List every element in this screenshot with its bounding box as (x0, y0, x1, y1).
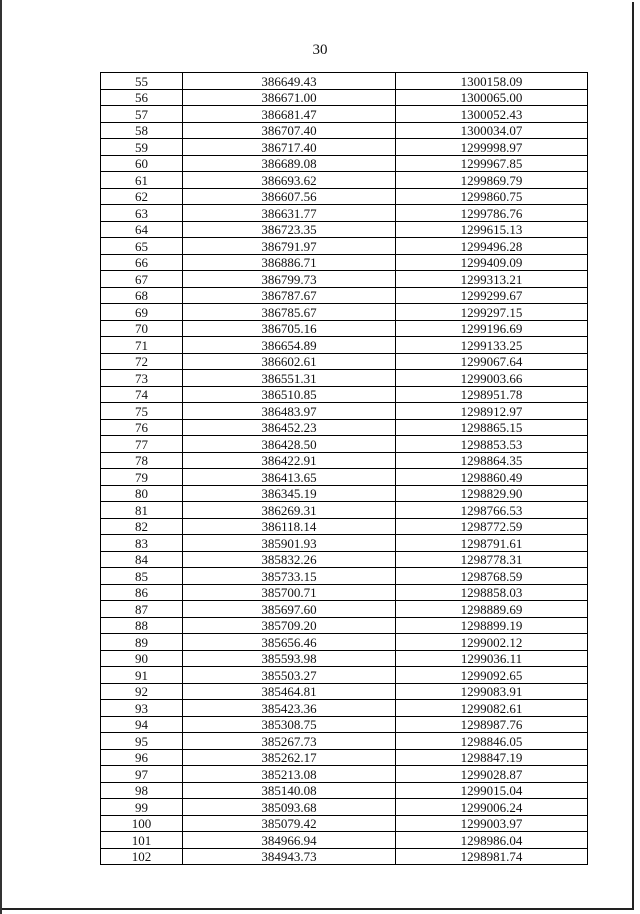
x-coordinate-cell: 386654.89 (183, 337, 396, 354)
point-number-cell: 69 (101, 304, 183, 321)
x-coordinate-cell: 385901.93 (183, 535, 396, 552)
x-coordinate-cell: 386607.56 (183, 188, 396, 205)
y-coordinate-cell: 1298912.97 (396, 403, 588, 420)
point-number-cell: 90 (101, 650, 183, 667)
x-coordinate-cell: 386791.97 (183, 238, 396, 255)
y-coordinate-cell: 1298853.53 (396, 436, 588, 453)
y-coordinate-cell: 1299869.79 (396, 172, 588, 189)
table-row (101, 568, 588, 585)
point-number-cell: 72 (101, 353, 183, 370)
y-coordinate-cell: 1299615.13 (396, 221, 588, 238)
table-row (101, 700, 588, 717)
table-row (101, 106, 588, 123)
x-coordinate-cell: 386413.65 (183, 469, 396, 486)
coordinates-table-body (101, 73, 588, 865)
table-row (101, 122, 588, 139)
y-coordinate-cell: 1299003.66 (396, 370, 588, 387)
y-coordinate-cell: 1300158.09 (396, 73, 588, 90)
table-row (101, 502, 588, 519)
x-coordinate-cell: 386452.23 (183, 419, 396, 436)
table-row (101, 683, 588, 700)
point-number-cell: 80 (101, 485, 183, 502)
point-number-cell: 91 (101, 667, 183, 684)
y-coordinate-cell: 1298829.90 (396, 485, 588, 502)
y-coordinate-cell: 1299067.64 (396, 353, 588, 370)
y-coordinate-cell: 1299196.69 (396, 320, 588, 337)
y-coordinate-cell: 1300034.07 (396, 122, 588, 139)
point-number-cell: 87 (101, 601, 183, 618)
y-coordinate-cell: 1300052.43 (396, 106, 588, 123)
x-coordinate-cell: 386671.00 (183, 89, 396, 106)
y-coordinate-cell: 1299036.11 (396, 650, 588, 667)
table-row (101, 733, 588, 750)
point-number-cell: 83 (101, 535, 183, 552)
table-row (101, 188, 588, 205)
table-row (101, 634, 588, 651)
x-coordinate-cell: 386717.40 (183, 139, 396, 156)
y-coordinate-cell: 1299967.85 (396, 155, 588, 172)
table-row (101, 469, 588, 486)
table-row (101, 89, 588, 106)
table-row (101, 403, 588, 420)
point-number-cell: 97 (101, 766, 183, 783)
y-coordinate-cell: 1298889.69 (396, 601, 588, 618)
table-row (101, 766, 588, 783)
x-coordinate-cell: 386602.61 (183, 353, 396, 370)
point-number-cell: 67 (101, 271, 183, 288)
table-row (101, 551, 588, 568)
point-number-cell: 95 (101, 733, 183, 750)
table-row (101, 617, 588, 634)
point-number-cell: 89 (101, 634, 183, 651)
y-coordinate-cell: 1298865.15 (396, 419, 588, 436)
table-row (101, 799, 588, 816)
table-row (101, 419, 588, 436)
x-coordinate-cell: 385267.73 (183, 733, 396, 750)
y-coordinate-cell: 1299998.97 (396, 139, 588, 156)
y-coordinate-cell: 1298858.03 (396, 584, 588, 601)
y-coordinate-cell: 1298766.53 (396, 502, 588, 519)
point-number-cell: 101 (101, 832, 183, 849)
point-number-cell: 88 (101, 617, 183, 634)
point-number-cell: 59 (101, 139, 183, 156)
x-coordinate-cell: 385832.26 (183, 551, 396, 568)
x-coordinate-cell: 385308.75 (183, 716, 396, 733)
point-number-cell: 84 (101, 551, 183, 568)
table-row (101, 535, 588, 552)
table-row (101, 584, 588, 601)
x-coordinate-cell: 385262.17 (183, 749, 396, 766)
x-coordinate-cell: 385503.27 (183, 667, 396, 684)
y-coordinate-cell: 1299082.61 (396, 700, 588, 717)
y-coordinate-cell: 1299015.04 (396, 782, 588, 799)
x-coordinate-cell: 386510.85 (183, 386, 396, 403)
x-coordinate-cell: 386483.97 (183, 403, 396, 420)
y-coordinate-cell: 1298864.35 (396, 452, 588, 469)
y-coordinate-cell: 1298951.78 (396, 386, 588, 403)
table-row (101, 436, 588, 453)
y-coordinate-cell: 1299299.67 (396, 287, 588, 304)
table-row (101, 832, 588, 849)
point-number-cell: 92 (101, 683, 183, 700)
y-coordinate-cell: 1298899.19 (396, 617, 588, 634)
x-coordinate-cell: 385093.68 (183, 799, 396, 816)
x-coordinate-cell: 384966.94 (183, 832, 396, 849)
y-coordinate-cell: 1300065.00 (396, 89, 588, 106)
x-coordinate-cell: 386787.67 (183, 287, 396, 304)
x-coordinate-cell: 386799.73 (183, 271, 396, 288)
table-row (101, 254, 588, 271)
table-row (101, 386, 588, 403)
table-row (101, 485, 588, 502)
y-coordinate-cell: 1299002.12 (396, 634, 588, 651)
point-number-cell: 94 (101, 716, 183, 733)
point-number-cell: 96 (101, 749, 183, 766)
x-coordinate-cell: 386649.43 (183, 73, 396, 90)
point-number-cell: 58 (101, 122, 183, 139)
x-coordinate-cell: 386631.77 (183, 205, 396, 222)
point-number-cell: 57 (101, 106, 183, 123)
y-coordinate-cell: 1298791.61 (396, 535, 588, 552)
y-coordinate-cell: 1298772.59 (396, 518, 588, 535)
point-number-cell: 60 (101, 155, 183, 172)
x-coordinate-cell: 384943.73 (183, 848, 396, 865)
point-number-cell: 65 (101, 238, 183, 255)
y-coordinate-cell: 1299786.76 (396, 205, 588, 222)
table-row (101, 221, 588, 238)
y-coordinate-cell: 1299297.15 (396, 304, 588, 321)
y-coordinate-cell: 1298986.04 (396, 832, 588, 849)
point-number-cell: 102 (101, 848, 183, 865)
y-coordinate-cell: 1298847.19 (396, 749, 588, 766)
coordinates-table (100, 72, 588, 865)
x-coordinate-cell: 386269.31 (183, 502, 396, 519)
point-number-cell: 82 (101, 518, 183, 535)
y-coordinate-cell: 1298987.76 (396, 716, 588, 733)
x-coordinate-cell: 385213.08 (183, 766, 396, 783)
table-row (101, 815, 588, 832)
y-coordinate-cell: 1298860.49 (396, 469, 588, 486)
table-row (101, 782, 588, 799)
point-number-cell: 63 (101, 205, 183, 222)
y-coordinate-cell: 1298778.31 (396, 551, 588, 568)
point-number-cell: 61 (101, 172, 183, 189)
y-coordinate-cell: 1298981.74 (396, 848, 588, 865)
x-coordinate-cell: 386551.31 (183, 370, 396, 387)
x-coordinate-cell: 386689.08 (183, 155, 396, 172)
y-coordinate-cell: 1299003.97 (396, 815, 588, 832)
x-coordinate-cell: 386785.67 (183, 304, 396, 321)
table-row (101, 304, 588, 321)
y-coordinate-cell: 1299409.09 (396, 254, 588, 271)
table-row (101, 73, 588, 90)
x-coordinate-cell: 386693.62 (183, 172, 396, 189)
table-row (101, 667, 588, 684)
table-row (101, 205, 588, 222)
point-number-cell: 85 (101, 568, 183, 585)
x-coordinate-cell: 386886.71 (183, 254, 396, 271)
point-number-cell: 81 (101, 502, 183, 519)
point-number-cell: 77 (101, 436, 183, 453)
x-coordinate-cell: 386345.19 (183, 485, 396, 502)
point-number-cell: 73 (101, 370, 183, 387)
table-row (101, 271, 588, 288)
point-number-cell: 98 (101, 782, 183, 799)
point-number-cell: 64 (101, 221, 183, 238)
point-number-cell: 100 (101, 815, 183, 832)
table-row (101, 155, 588, 172)
point-number-cell: 66 (101, 254, 183, 271)
point-number-cell: 76 (101, 419, 183, 436)
x-coordinate-cell: 386707.40 (183, 122, 396, 139)
y-coordinate-cell: 1299028.87 (396, 766, 588, 783)
x-coordinate-cell: 386428.50 (183, 436, 396, 453)
y-coordinate-cell: 1299133.25 (396, 337, 588, 354)
y-coordinate-cell: 1299006.24 (396, 799, 588, 816)
point-number-cell: 55 (101, 73, 183, 90)
x-coordinate-cell: 386422.91 (183, 452, 396, 469)
table-row (101, 320, 588, 337)
point-number-cell: 62 (101, 188, 183, 205)
x-coordinate-cell: 385697.60 (183, 601, 396, 618)
x-coordinate-cell: 385423.36 (183, 700, 396, 717)
x-coordinate-cell: 386705.16 (183, 320, 396, 337)
x-coordinate-cell: 385700.71 (183, 584, 396, 601)
y-coordinate-cell: 1298846.05 (396, 733, 588, 750)
y-coordinate-cell: 1299092.65 (396, 667, 588, 684)
point-number-cell: 70 (101, 320, 183, 337)
x-coordinate-cell: 385593.98 (183, 650, 396, 667)
x-coordinate-cell: 386118.14 (183, 518, 396, 535)
table-row (101, 287, 588, 304)
x-coordinate-cell: 385140.08 (183, 782, 396, 799)
y-coordinate-cell: 1299496.28 (396, 238, 588, 255)
point-number-cell: 71 (101, 337, 183, 354)
table-row (101, 172, 588, 189)
x-coordinate-cell: 385656.46 (183, 634, 396, 651)
x-coordinate-cell: 385709.20 (183, 617, 396, 634)
y-coordinate-cell: 1299313.21 (396, 271, 588, 288)
x-coordinate-cell: 385733.15 (183, 568, 396, 585)
point-number-cell: 56 (101, 89, 183, 106)
table-row (101, 370, 588, 387)
table-row (101, 650, 588, 667)
point-number-cell: 78 (101, 452, 183, 469)
table-row (101, 518, 588, 535)
x-coordinate-cell: 385079.42 (183, 815, 396, 832)
point-number-cell: 99 (101, 799, 183, 816)
page-number: 30 (312, 42, 328, 58)
point-number-cell: 93 (101, 700, 183, 717)
point-number-cell: 79 (101, 469, 183, 486)
table-row (101, 452, 588, 469)
x-coordinate-cell: 385464.81 (183, 683, 396, 700)
table-row (101, 716, 588, 733)
table-row (101, 353, 588, 370)
table-row (101, 238, 588, 255)
point-number-cell: 74 (101, 386, 183, 403)
y-coordinate-cell: 1299083.91 (396, 683, 588, 700)
point-number-cell: 86 (101, 584, 183, 601)
y-coordinate-cell: 1299860.75 (396, 188, 588, 205)
x-coordinate-cell: 386681.47 (183, 106, 396, 123)
table-row (101, 749, 588, 766)
point-number-cell: 75 (101, 403, 183, 420)
point-number-cell: 68 (101, 287, 183, 304)
y-coordinate-cell: 1298768.59 (396, 568, 588, 585)
table-row (101, 601, 588, 618)
table-row (101, 848, 588, 865)
x-coordinate-cell: 386723.35 (183, 221, 396, 238)
table-row (101, 337, 588, 354)
table-row (101, 139, 588, 156)
